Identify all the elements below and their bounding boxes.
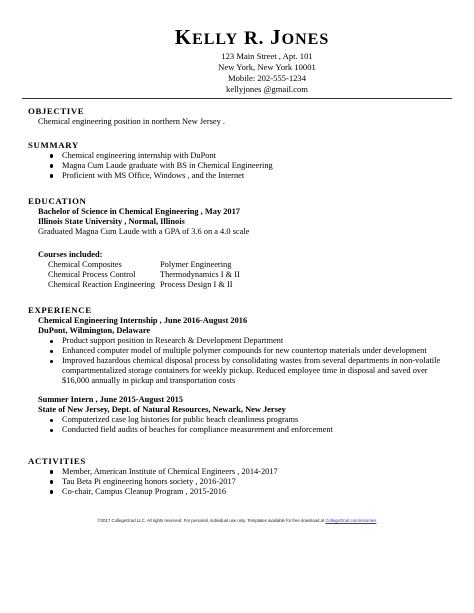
mobile-phone: Mobile: 202-555-1234 [227, 73, 307, 83]
job-title: Chemical Engineering Internship , June 2016-August 2016 [38, 316, 248, 325]
objective-text: Chemical engineering position in northern New Jersey . [38, 117, 225, 126]
summary-heading: SUMMARY [28, 140, 79, 150]
list-item: Thermodynamics I & II [160, 270, 240, 280]
experience-heading: EXPERIENCE [28, 305, 92, 315]
objective-heading: OBJECTIVE [28, 106, 85, 116]
courses-column-left [48, 260, 160, 291]
education-heading: EDUCATION [28, 196, 87, 206]
courses-table [28, 260, 448, 291]
job-bullets [28, 336, 448, 386]
email-address: kellyjones @gmail.com [226, 84, 308, 94]
activities-heading: ACTIVITIES [28, 456, 86, 466]
contact-block [60, 51, 474, 95]
list-item: Tau Beta Pi engineering honors society , 2016-2017 [48, 477, 448, 487]
list-item: Process Design I & II [160, 280, 233, 290]
list-item: Chemical Reaction Engineering [48, 280, 155, 290]
list-item: Computerized case log histories for public beach cleanliness programs [48, 415, 448, 425]
objective-section [28, 106, 448, 127]
address-line-2: New York, New York 10001 [218, 62, 316, 72]
list-item: Magna Cum Laude graduate with BS in Chemical Engineering [48, 161, 448, 171]
copyright-footer [0, 518, 474, 523]
list-item: Member, American Institute of Chemical Engineers , 2014-2017 [48, 467, 448, 477]
list-item: Proficient with MS Office, Windows , and the Internet [48, 171, 448, 181]
courses-label: Courses included: [38, 249, 103, 259]
candidate-name: KELLY R. JONES [174, 25, 330, 49]
copyright-text: ©2017 CollegeGrad LLC. All rights reserved. For personal, individual use only. Templates available for free download at [97, 518, 325, 523]
address-line-1: 123 Main Street , Apt. 101 [221, 51, 313, 61]
list-item: Conducted field audits of beaches for compliance measurement and enforcement [48, 425, 448, 435]
list-item: Chemical Process Control [48, 270, 136, 280]
header-divider [22, 98, 452, 99]
list-item: Product support position in Research & Development Department [48, 336, 448, 346]
list-item: Chemical engineering internship with DuPont [48, 151, 448, 161]
experience-section [28, 305, 448, 435]
resumes-link[interactable]: CollegeGrad.com/resumes [325, 518, 377, 523]
courses-column-right [160, 260, 448, 291]
activities-section [28, 456, 448, 497]
degree-line: Bachelor of Science in Chemical Engineering , May 2017 [38, 207, 240, 216]
list-item: Chemical Composites [48, 259, 122, 269]
summary-section [28, 140, 448, 181]
school-line: Illinois State University , Normal, Illinois [38, 217, 185, 227]
list-item: Improved hazardous chemical disposal process by consolidating wastes from several departments in non-volatile compartmentalized storage containers for weekly pickup. Reduced employee time in disposal and saved over $16,000 annually in pickup and transportation costs [48, 356, 448, 386]
job-organization: State of New Jersey, Dept. of Natural Resources, Newark, New Jersey [38, 405, 286, 415]
resume-header [0, 27, 474, 95]
list-item: Co-chair, Campus Cleanup Program , 2015-2016 [48, 487, 448, 497]
list-item: Enhanced computer model of multiple polymer compounds for new countertop materials under development [48, 346, 448, 356]
job-title: Summer Intern , June 2015-August 2015 [38, 394, 184, 404]
job-organization: DuPont, Wilmington, Delaware [38, 326, 151, 336]
list-item: Polymer Engineering [160, 259, 232, 269]
job-entry [28, 395, 448, 435]
activities-list [28, 467, 448, 497]
summary-list [28, 151, 448, 181]
job-entry [28, 316, 448, 386]
job-bullets [28, 415, 448, 435]
education-section [28, 196, 448, 290]
gpa-line: Graduated Magna Cum Laude with a GPA of 3.6 on a 4.0 scale [38, 227, 250, 237]
